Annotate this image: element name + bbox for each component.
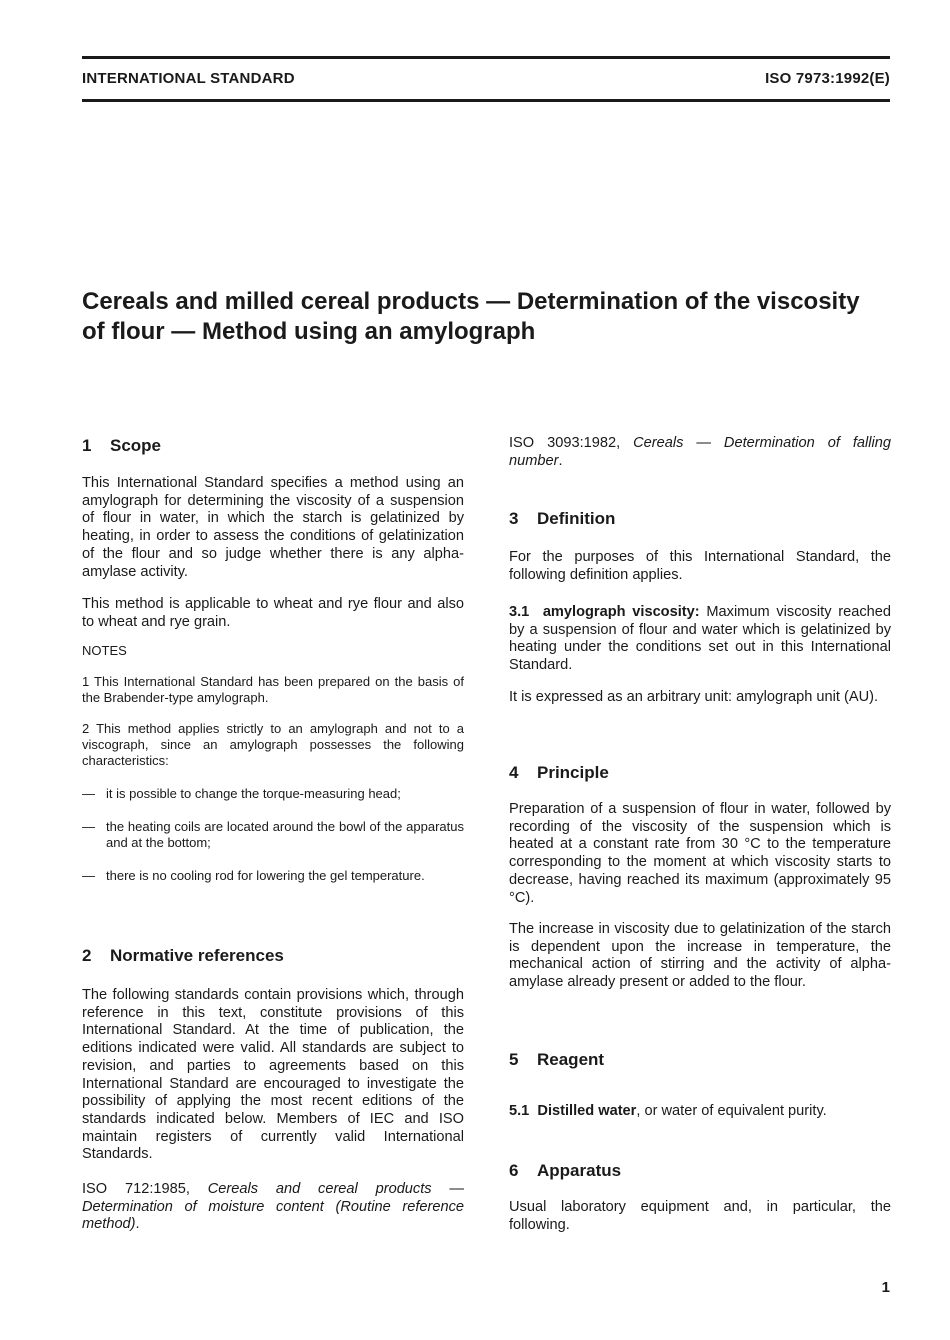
- definition-paragraph: For the purposes of this International Standard, the following definition applies.: [509, 549, 891, 583]
- header-rule-bottom: [82, 99, 890, 102]
- document-title: Cereals and milled cereal products — Determination of the viscosity of flour — Method using an amylograph: [82, 288, 860, 345]
- note-list-item: [82, 786, 464, 802]
- note-list-item: [82, 868, 464, 884]
- note-1: 1 This International Standard has been prepared on the basis of the Brabender-type amylograph.: [82, 674, 464, 705]
- section-title: Normative references: [110, 946, 284, 965]
- section-title: Apparatus: [537, 1161, 622, 1180]
- section-principle-heading: [509, 763, 891, 783]
- dash-bullet: —: [82, 868, 95, 883]
- section-definition-heading: [509, 509, 891, 529]
- item-text: , or water of equivalent purity.: [636, 1103, 827, 1119]
- list-item-text: the heating coils are located around the bowl of the apparatus and at the bottom;: [106, 819, 464, 850]
- dash-bullet: —: [82, 819, 95, 834]
- normative-paragraph: The following standards contain provisions which, through reference in this text, constitute provisions of this International Standard. At the time of publication, the editions indicated were valid. All standards are subject to revision, and parties to agreements based on this International Standard are encouraged to investigate the possibility of applying the most recent editions of the standards indicated below. Members of IEC and ISO maintain registers of currently valid International Standards.: [82, 987, 464, 1163]
- reagent-item-5-1: [509, 1103, 891, 1121]
- reference-title: Cereals — Determination of falling number: [509, 435, 891, 469]
- scope-paragraph-2: This method is applicable to wheat and rye flour and also to wheat and rye grain.: [82, 596, 464, 630]
- section-apparatus-heading: [509, 1161, 891, 1181]
- section-number: 5: [509, 1050, 519, 1069]
- section-title: Reagent: [537, 1050, 605, 1069]
- term-text: Maximum viscosity reached by a suspension of flour and water which is gelatinized by heating under the conditions set out in this International Standard.: [509, 604, 892, 674]
- term-number: 3.1: [509, 604, 530, 620]
- reference-code: ISO 712:1985,: [82, 1181, 190, 1197]
- reference-title: Cereals and cereal products — Determination of moisture content (Routine reference method): [82, 1181, 464, 1233]
- reference-code: ISO 3093:1982,: [509, 435, 621, 451]
- reference-end: .: [558, 452, 563, 469]
- list-item-text: it is possible to change the torque-measuring head;: [106, 786, 401, 801]
- section-number: 4: [509, 763, 519, 782]
- section-reagent-heading: [509, 1050, 891, 1070]
- header-standard-label: INTERNATIONAL STANDARD: [82, 70, 295, 87]
- dash-bullet: —: [82, 786, 95, 801]
- section-number: 2: [82, 946, 92, 965]
- section-number: 1: [82, 436, 92, 455]
- section-normative-heading: [82, 946, 464, 966]
- section-title: Definition: [537, 509, 616, 528]
- note-list-item: [82, 819, 464, 851]
- section-number: 3: [509, 509, 519, 528]
- item-number: 5.1: [509, 1103, 530, 1119]
- definition-paragraph-2: It is expressed as an arbitrary unit: amylograph unit (AU).: [509, 689, 879, 705]
- header-standard-number: ISO 7973:1992(E): [765, 70, 890, 87]
- apparatus-paragraph: Usual laboratory equipment and, in particular, the following.: [509, 1199, 891, 1233]
- reference-iso-712: [82, 1181, 464, 1234]
- section-number: 6: [509, 1161, 519, 1180]
- definition-term-3-1: [509, 604, 891, 675]
- reference-iso-3093: [509, 435, 891, 470]
- item-term: Distilled water: [537, 1103, 637, 1119]
- term-name: amylograph viscosity:: [542, 604, 700, 620]
- page-number: 1: [881, 1279, 890, 1296]
- list-item-text: there is no cooling rod for lowering the gel temperature.: [106, 868, 425, 883]
- section-title: Principle: [537, 763, 609, 782]
- section-scope-heading: [82, 436, 464, 456]
- principle-paragraph-1: Preparation of a suspension of flour in water, followed by recording of the viscosity of the suspension which is heated at a constant rate from 30 °C to the temperature corresponding to the moment at which viscosity starts to decrease, having reached its maximum (approximately 95 °C).: [509, 801, 891, 906]
- header-rule-top: [82, 56, 890, 59]
- reference-end: .: [135, 1216, 140, 1233]
- scope-paragraph-1: This International Standard specifies a method using an amylograph for determining the viscosity of a suspension of flour in water, in which the starch is gelatinized by heating, in order to assess the conditions of gelatinization of the flour and so judge whether there is any alpha-amylase activity.: [82, 475, 464, 580]
- principle-paragraph-2: The increase in viscosity due to gelatinization of the starch is dependent upon the increase in temperature, the mechanical action of stirring and the activity of alpha-amylase already present or added to the flour.: [509, 921, 891, 991]
- section-title: Scope: [110, 436, 162, 455]
- notes-label: NOTES: [82, 643, 127, 658]
- note-2: 2 This method applies strictly to an amylograph and not to a viscograph, since an amylograph possesses the following characteristics:: [82, 721, 464, 768]
